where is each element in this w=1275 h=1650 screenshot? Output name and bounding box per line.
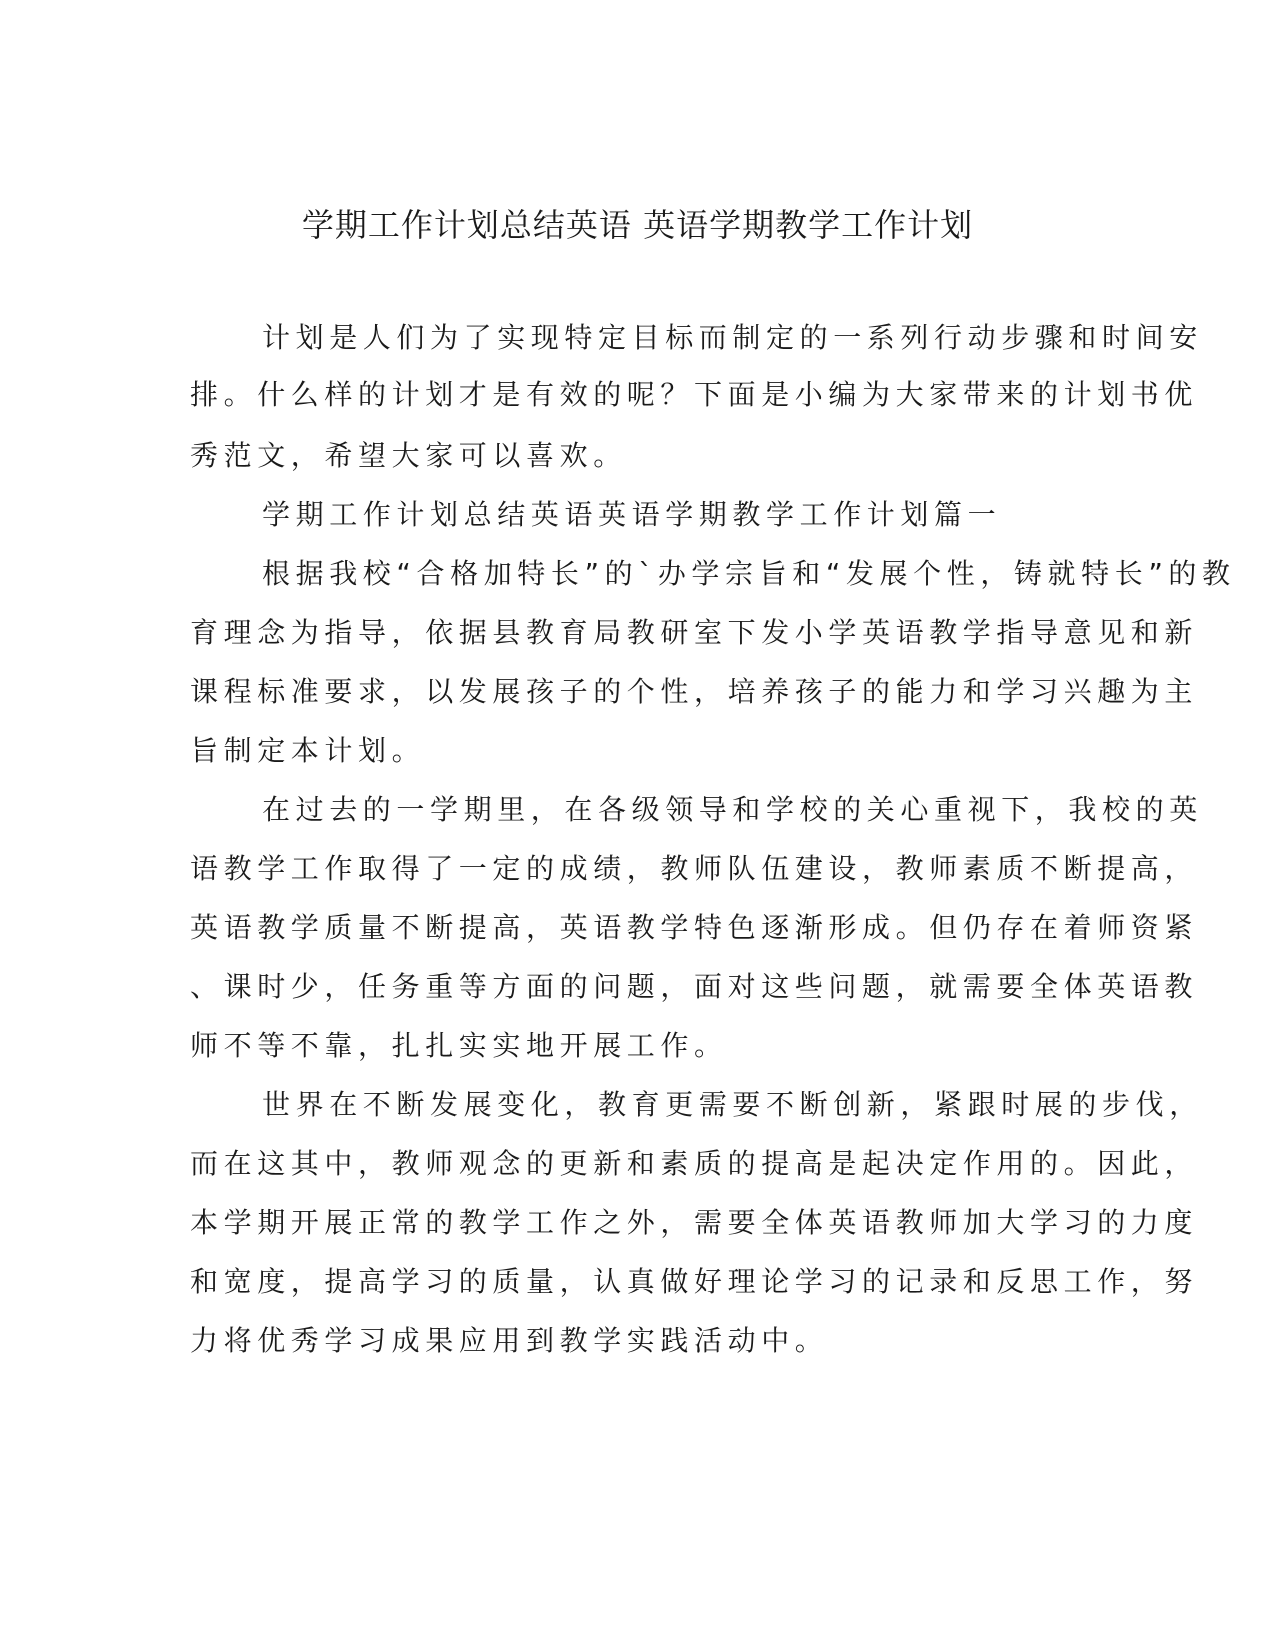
paragraph-line: 师不等不靠，扎扎实实地开展工作。 — [190, 1029, 728, 1062]
paragraph-line: 在过去的一学期里，在各级领导和学校的关心重视下，我校的英 — [262, 793, 1203, 826]
paragraph-line: 、课时少，任务重等方面的问题，面对这些问题，就需要全体英语教 — [190, 970, 1199, 1003]
paragraph-line: 本学期开展正常的教学工作之外，需要全体英语教师加大学习的力度 — [190, 1206, 1199, 1239]
paragraph-line: 英语教学质量不断提高，英语教学特色逐渐形成。但仍存在着师资紧 — [190, 911, 1199, 944]
paragraph-line: 旨制定本计划。 — [190, 734, 426, 767]
paragraph-line: 而在这其中，教师观念的更新和素质的提高是起决定作用的。因此， — [190, 1147, 1199, 1180]
paragraph-line: 排。什么样的计划才是有效的呢？下面是小编为大家带来的计划书优 — [190, 378, 1199, 411]
paragraph-line: 和宽度，提高学习的质量，认真做好理论学习的记录和反思工作，努 — [190, 1265, 1199, 1298]
paragraph-line: 语教学工作取得了一定的成绩，教师队伍建设，教师素质不断提高， — [190, 852, 1199, 885]
paragraph-line: 根据我校“合格加特长”的`办学宗旨和“发展个性，铸就特长”的教 — [262, 557, 1236, 590]
section-heading: 学期工作计划总结英语英语学期教学工作计划篇一 — [262, 498, 1002, 531]
paragraph-line: 力将优秀学习成果应用到教学实践活动中。 — [190, 1324, 829, 1357]
paragraph-line: 世界在不断发展变化，教育更需要不断创新，紧跟时展的步伐， — [262, 1088, 1203, 1121]
document-title: 学期工作计划总结英语 英语学期教学工作计划 — [301, 206, 974, 244]
paragraph-line: 课程标准要求，以发展孩子的个性，培养孩子的能力和学习兴趣为主 — [190, 675, 1199, 708]
paragraph-line: 计划是人们为了实现特定目标而制定的一系列行动步骤和时间安 — [262, 321, 1203, 354]
paragraph-line: 秀范文，希望大家可以喜欢。 — [190, 439, 627, 472]
paragraph-line: 育理念为指导，依据县教育局教研室下发小学英语教学指导意见和新 — [190, 616, 1199, 649]
